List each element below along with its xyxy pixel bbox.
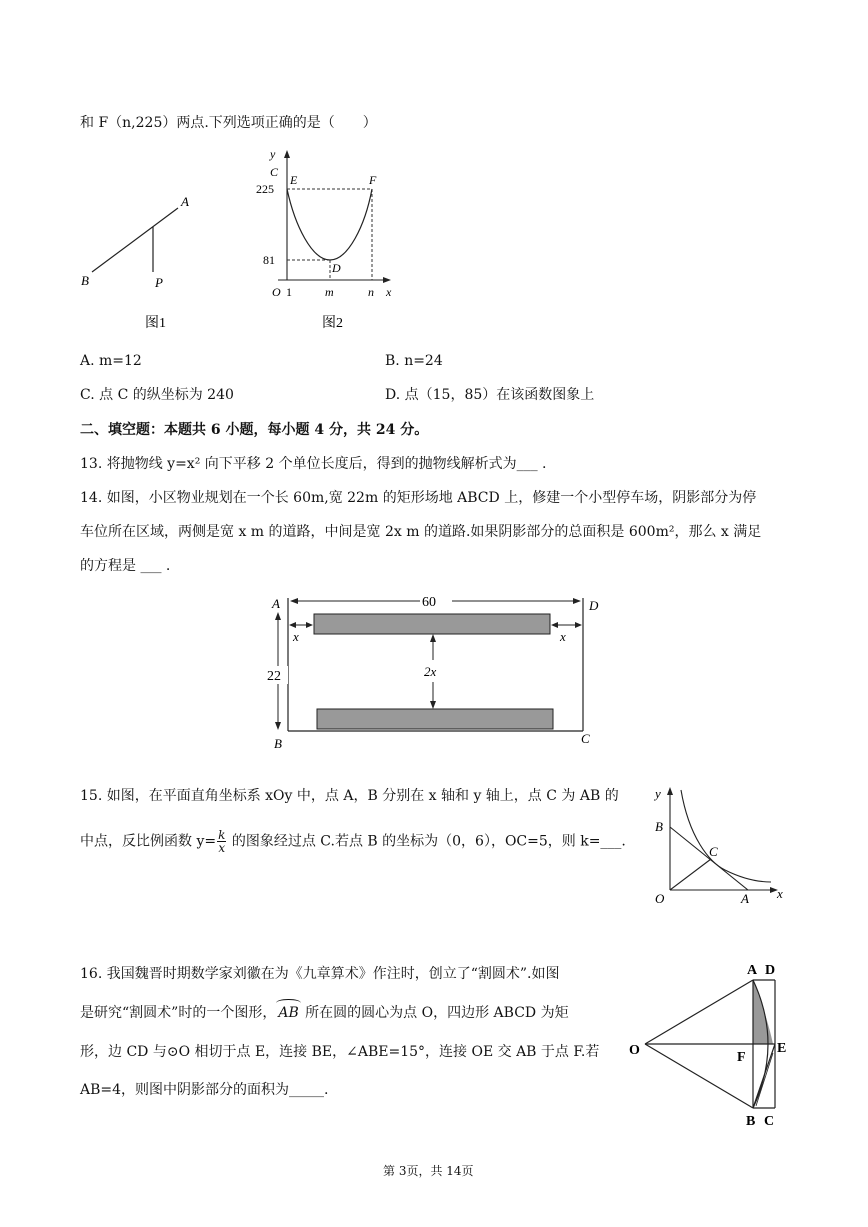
q14-line-3: 的方程是 ___ . <box>80 558 171 574</box>
q16-arc-text: AB <box>278 1005 299 1021</box>
fig2-tick-1: 1 <box>286 285 292 299</box>
fig1-label-p: P <box>155 275 163 290</box>
fig2-label-f: F <box>369 173 377 187</box>
fig2-label-d: D <box>332 261 341 275</box>
q15-line-2-post: 的图象经过点 C.若点 B 的坐标为（0，6），OC=5，则 k=___. <box>227 833 626 850</box>
q14-label-d: D <box>589 598 599 613</box>
fig2-label-y: y <box>270 147 276 161</box>
q12-option-c: C. 点 C 的纵坐标为 240 <box>80 387 234 403</box>
q14-width-label: 60 <box>422 595 436 610</box>
fig2-tick-n: n <box>368 285 374 299</box>
fig2-tick-81: 81 <box>263 253 275 267</box>
q16-fig-label-b: B <box>746 1114 756 1129</box>
q12-option-a: A. m=12 <box>80 353 142 369</box>
q14-line-2: 车位所在区域，两侧是宽 x m 的道路，中间是宽 2x m 的道路.如果阴影部分的总面积是 600m²，那么 x 满足 <box>80 524 762 540</box>
fig2-tick-225: 225 <box>256 182 274 196</box>
fig2-tick-m: m <box>325 285 334 299</box>
q14-x-right-label: x <box>560 629 566 644</box>
q16-line-2 <box>80 1004 569 1022</box>
q15-line-2-pre: 中点，反比例函数 y= <box>80 833 217 850</box>
q15-fig-label-c: C <box>709 844 718 859</box>
page-footer: 第 3页，共 14页 <box>383 1164 474 1178</box>
q12-option-d: D. 点（15，85）在该函数图象上 <box>385 387 595 403</box>
q15-fig-label-a: A <box>741 891 749 906</box>
q16-line-4: AB=4，则图中阴影部分的面积为_____. <box>80 1082 329 1098</box>
fig1-label-a: A <box>181 194 189 209</box>
q14-mid-label: 2x <box>424 664 437 679</box>
q12-stem-tail: 和 F（n,225）两点.下列选项正确的是（ ） <box>80 115 377 131</box>
q15-fraction-den: x <box>218 841 226 855</box>
q14-label-a: A <box>272 596 280 611</box>
q15-line-2 <box>80 829 626 854</box>
q15-fig-label-y: y <box>655 786 661 801</box>
fig2-label-e: E <box>290 173 298 187</box>
fig1-caption: 图1 <box>145 316 166 331</box>
fig1-label-b: B <box>81 273 89 288</box>
q15-fig-label-o: O <box>655 891 665 906</box>
q16-line-3: 形，边 CD 与⊙O 相切于点 E，连接 BE，∠ABE=15°，连接 OE 交 AB 于点 F.若 <box>80 1044 600 1060</box>
q16-line-2-pre: 是研究“割圆术”时的一个图形， <box>80 1005 277 1021</box>
q15-fig-label-b: B <box>655 819 663 834</box>
q16-fig-label-d: D <box>765 963 776 978</box>
q12-option-b: B. n=24 <box>385 353 443 369</box>
fig2-label-x: x <box>386 285 392 299</box>
q12-figure-2 <box>250 146 400 331</box>
q14-x-left-label: x <box>293 629 299 644</box>
q16-fig-label-a: A <box>747 963 758 978</box>
q16-fig-label-f: F <box>737 1050 746 1065</box>
q15-figure <box>645 782 795 917</box>
fig2-label-c: C <box>270 165 279 179</box>
q14-height-label: 22 <box>267 669 281 684</box>
q14-label-b: B <box>274 736 282 751</box>
q14-label-c: C <box>581 731 590 746</box>
q16-fig-label-e: E <box>777 1041 787 1056</box>
q16-arc-symbol <box>276 999 300 1007</box>
fig2-label-o: O <box>272 285 281 299</box>
fig2-caption: 图2 <box>322 316 343 331</box>
q14-figure <box>262 588 607 753</box>
q15-fraction <box>217 829 226 854</box>
q14-line-1: 14. 如图，小区物业规划在一个长 60m,宽 22m 的矩形场地 ABCD 上，修建一个小型停车场，阴影部分为停 <box>80 490 757 506</box>
q12-figure-1 <box>75 190 200 335</box>
q16-fig-label-c: C <box>764 1114 775 1129</box>
q13-text: 13. 将抛物线 y=x² 向下平移 2 个单位长度后，得到的抛物线解析式为___ . <box>80 456 547 472</box>
q15-fraction-num: k <box>218 828 226 842</box>
q16-arc-label <box>276 1004 300 1022</box>
q16-line-2-post: 所在圆的圆心为点 O，四边形 ABCD 为矩 <box>300 1005 569 1021</box>
section-2-heading: 二、填空题：本题共 6 小题，每小题 4 分，共 24 分。 <box>80 422 429 438</box>
q16-figure <box>625 958 795 1130</box>
q16-fig-label-o: O <box>629 1043 640 1058</box>
q15-line-1: 15. 如图，在平面直角坐标系 xOy 中，点 A，B 分别在 x 轴和 y 轴上，点 C 为 AB 的 <box>80 788 619 804</box>
q15-fig-label-x: x <box>777 886 783 901</box>
q16-line-1: 16. 我国魏晋时期数学家刘徽在为《九章算术》作注时，创立了“割圆术”.如图 <box>80 966 560 982</box>
